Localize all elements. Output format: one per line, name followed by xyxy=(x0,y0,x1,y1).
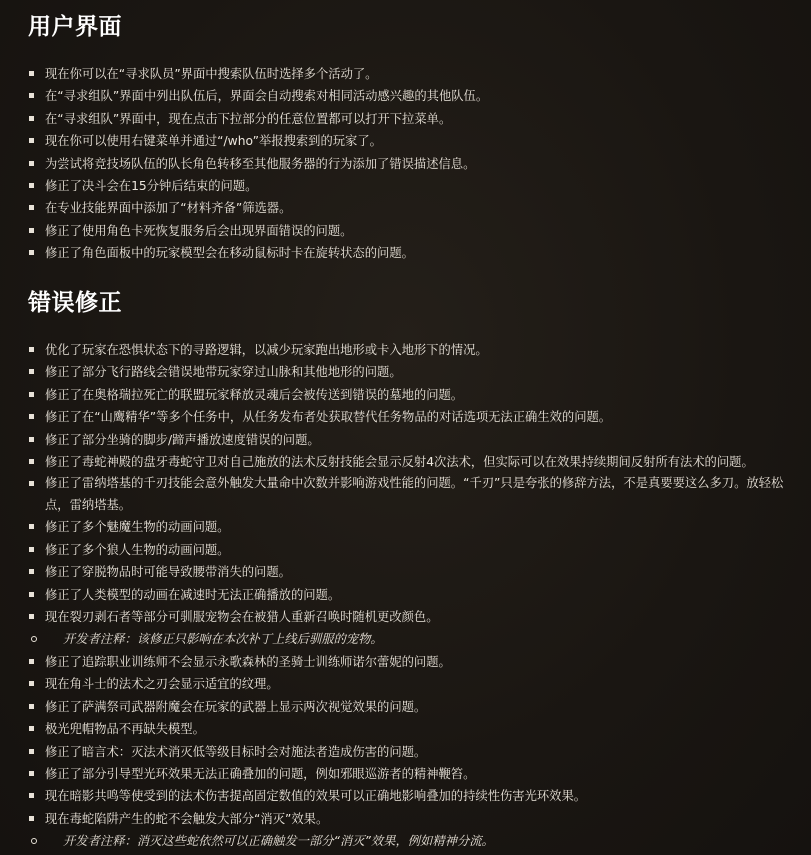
bullet-square-icon xyxy=(29,681,34,686)
list-item-text: 修正了部分飞行路线会错误地带玩家穿过山脉和其他地形的问题。 xyxy=(45,365,402,380)
list-item xyxy=(0,220,811,242)
list-item xyxy=(0,361,811,383)
bullet-square-icon xyxy=(29,659,34,664)
list-item xyxy=(0,516,811,538)
sub-list xyxy=(45,628,803,650)
bullet-square-icon xyxy=(29,614,34,619)
list-item xyxy=(0,451,811,473)
list-item xyxy=(0,63,811,85)
bullet-square-icon xyxy=(29,771,34,776)
bullet-square-icon xyxy=(29,459,34,464)
bullet-square-icon xyxy=(29,592,34,597)
list-item-text: 修正了人类模型的动画在减速时无法正确播放的问题。 xyxy=(45,587,341,602)
bullet-square-icon xyxy=(29,228,34,233)
list-item-text: 现在你可以在“寻求队员”界面中搜索队伍时选择多个活动了。 xyxy=(45,67,378,81)
developer-note xyxy=(30,628,803,650)
bullet-square-icon xyxy=(29,437,34,442)
list-item-text: 修正了萨满祭司武器附魔会在玩家的武器上显示两次视觉效果的问题。 xyxy=(45,699,427,714)
list-item xyxy=(0,85,811,107)
bullet-square-icon xyxy=(29,392,34,397)
list-item-text: 优化了玩家在恐惧状态下的寻路逻辑，以减少玩家跑出地形或卡入地形下的情况。 xyxy=(45,343,488,357)
list-item xyxy=(0,539,811,561)
list-item xyxy=(0,561,811,583)
list-item xyxy=(0,108,811,130)
bullet-square-icon xyxy=(29,569,34,574)
list-item-text: 修正了使用角色卡死恢复服务后会出现界面错误的问题。 xyxy=(45,223,353,238)
list-item xyxy=(0,763,811,785)
bullet-square-icon xyxy=(29,205,34,210)
list-item xyxy=(0,406,811,428)
bullet-square-icon xyxy=(29,161,34,166)
list-item xyxy=(0,473,811,516)
list-item-text: 为尝试将竞技场队伍的队长角色转移至其他服务器的行为添加了错误描述信息。 xyxy=(45,156,476,171)
bullet-square-icon xyxy=(29,749,34,754)
list-item-text: 现在暗影共鸣等使受到的法术伤害提高固定数值的效果可以正确地影响叠加的持续性伤害光环效果。 xyxy=(45,789,587,804)
list-item xyxy=(0,242,811,264)
bullet-square-icon xyxy=(29,93,34,98)
list-item-text: 修正了毒蛇神殿的盘牙毒蛇守卫对自己施放的法术反射技能会显示反射4次法术，但实际可以在效果持续期间反射所有法术的问题。 xyxy=(45,455,754,470)
bullet-circle-icon xyxy=(31,636,37,642)
list-item-text: 修正了部分坐骑的脚步/蹄声播放速度错误的问题。 xyxy=(45,432,320,447)
list-item-text: 修正了部分引导型光环效果无法正确叠加的问题，例如邪眼巡游者的精神鞭笞。 xyxy=(45,766,476,781)
bullet-square-icon xyxy=(29,116,34,121)
bullet-square-icon xyxy=(29,347,34,352)
list-item-text: 修正了雷纳塔基的千刃技能会意外触发大量命中次数并影响游戏性能的问题。“千刃”只是夸张的修辞方法，不是真要要这么多刀。放轻松点，雷纳塔基。 xyxy=(45,476,784,512)
list-item-text: 在“寻求组队”界面中列出队伍后，界面会自动搜索对相同活动感兴趣的其他队伍。 xyxy=(45,89,489,104)
section-title-ui: 用户界面 xyxy=(28,14,122,40)
bullet-square-icon xyxy=(29,524,34,529)
bullet-square-icon xyxy=(29,793,34,798)
bullet-square-icon xyxy=(29,547,34,552)
list-item-text: 修正了在“山鹰精华”等多个任务中，从任务发布者处获取替代任务物品的对话选项无法正确生效的问题。 xyxy=(45,410,612,425)
list-item-text: 现在毒蛇陷阱产生的蛇不会触发大部分“消灭”效果。 xyxy=(45,811,329,826)
list-item-text: 修正了暗言术：灭法术消灭低等级目标时会对施法者造成伤害的问题。 xyxy=(45,744,427,759)
bullet-square-icon xyxy=(29,138,34,143)
bullet-square-icon xyxy=(29,71,34,76)
bullet-square-icon xyxy=(29,183,34,188)
bug-fixes-list xyxy=(0,339,811,853)
list-item-text: 修正了追踪职业训练师不会显示永歌森林的圣骑士训练师诺尔蕾妮的问题。 xyxy=(45,654,451,669)
list-item-text: 现在角斗士的法术之刃会显示适宜的纹理。 xyxy=(45,677,279,692)
list-item xyxy=(0,197,811,219)
list-item-text: 修正了多个狼人生物的动画问题。 xyxy=(45,542,230,557)
list-item xyxy=(0,741,811,763)
list-item-text: 在专业技能界面中添加了“材料齐备”筛选器。 xyxy=(45,201,292,216)
bullet-square-icon xyxy=(29,369,34,374)
list-item-text: 修正了在奥格瑞拉死亡的联盟玩家释放灵魂后会被传送到错误的墓地的问题。 xyxy=(45,387,464,402)
bullet-circle-icon xyxy=(31,838,37,844)
bullet-square-icon xyxy=(29,481,34,486)
list-item-text: 在“寻求组队”界面中，现在点击下拉部分的任意位置都可以打开下拉菜单。 xyxy=(45,111,452,126)
list-item xyxy=(0,429,811,451)
list-item-text: 极光兜帽物品不再缺失模型。 xyxy=(45,722,205,737)
section-title-bug-fixes: 错误修正 xyxy=(28,290,122,316)
bullet-square-icon xyxy=(29,816,34,821)
bullet-square-icon xyxy=(29,414,34,419)
list-item xyxy=(0,339,811,361)
list-item xyxy=(0,808,811,853)
list-item-text: 现在你可以使用右键菜单并通过“/who”举报搜索到的玩家了。 xyxy=(45,134,382,149)
developer-note-text: 开发者注释：该修正只影响在本次补丁上线后驯服的宠物。 xyxy=(63,632,383,647)
list-item xyxy=(0,175,811,197)
list-item xyxy=(0,130,811,152)
list-item-text: 现在裂刃剥石者等部分可驯服宠物会在被猎人重新召唤时随机更改颜色。 xyxy=(45,610,439,625)
ui-changes-list xyxy=(0,63,811,265)
list-item xyxy=(0,785,811,807)
list-item xyxy=(0,718,811,740)
developer-note xyxy=(30,830,803,852)
bullet-square-icon xyxy=(29,250,34,255)
list-item-text: 修正了决斗会在15分钟后结束的问题。 xyxy=(45,179,258,194)
list-item-text: 修正了多个魅魔生物的动画问题。 xyxy=(45,520,230,535)
list-item xyxy=(0,606,811,651)
list-item xyxy=(0,696,811,718)
list-item-text: 修正了角色面板中的玩家模型会在移动鼠标时卡在旋转状态的问题。 xyxy=(45,246,414,261)
sub-list xyxy=(45,830,803,852)
list-item xyxy=(0,584,811,606)
bullet-square-icon xyxy=(29,704,34,709)
list-item xyxy=(0,384,811,406)
list-item xyxy=(0,153,811,175)
list-item xyxy=(0,673,811,695)
developer-note-text: 开发者注释：消灭这些蛇依然可以正确触发一部分“消灭”效果，例如精神分流。 xyxy=(63,834,494,849)
list-item xyxy=(0,651,811,673)
list-item-text: 修正了穿脱物品时可能导致腰带消失的问题。 xyxy=(45,565,291,580)
bullet-square-icon xyxy=(29,726,34,731)
